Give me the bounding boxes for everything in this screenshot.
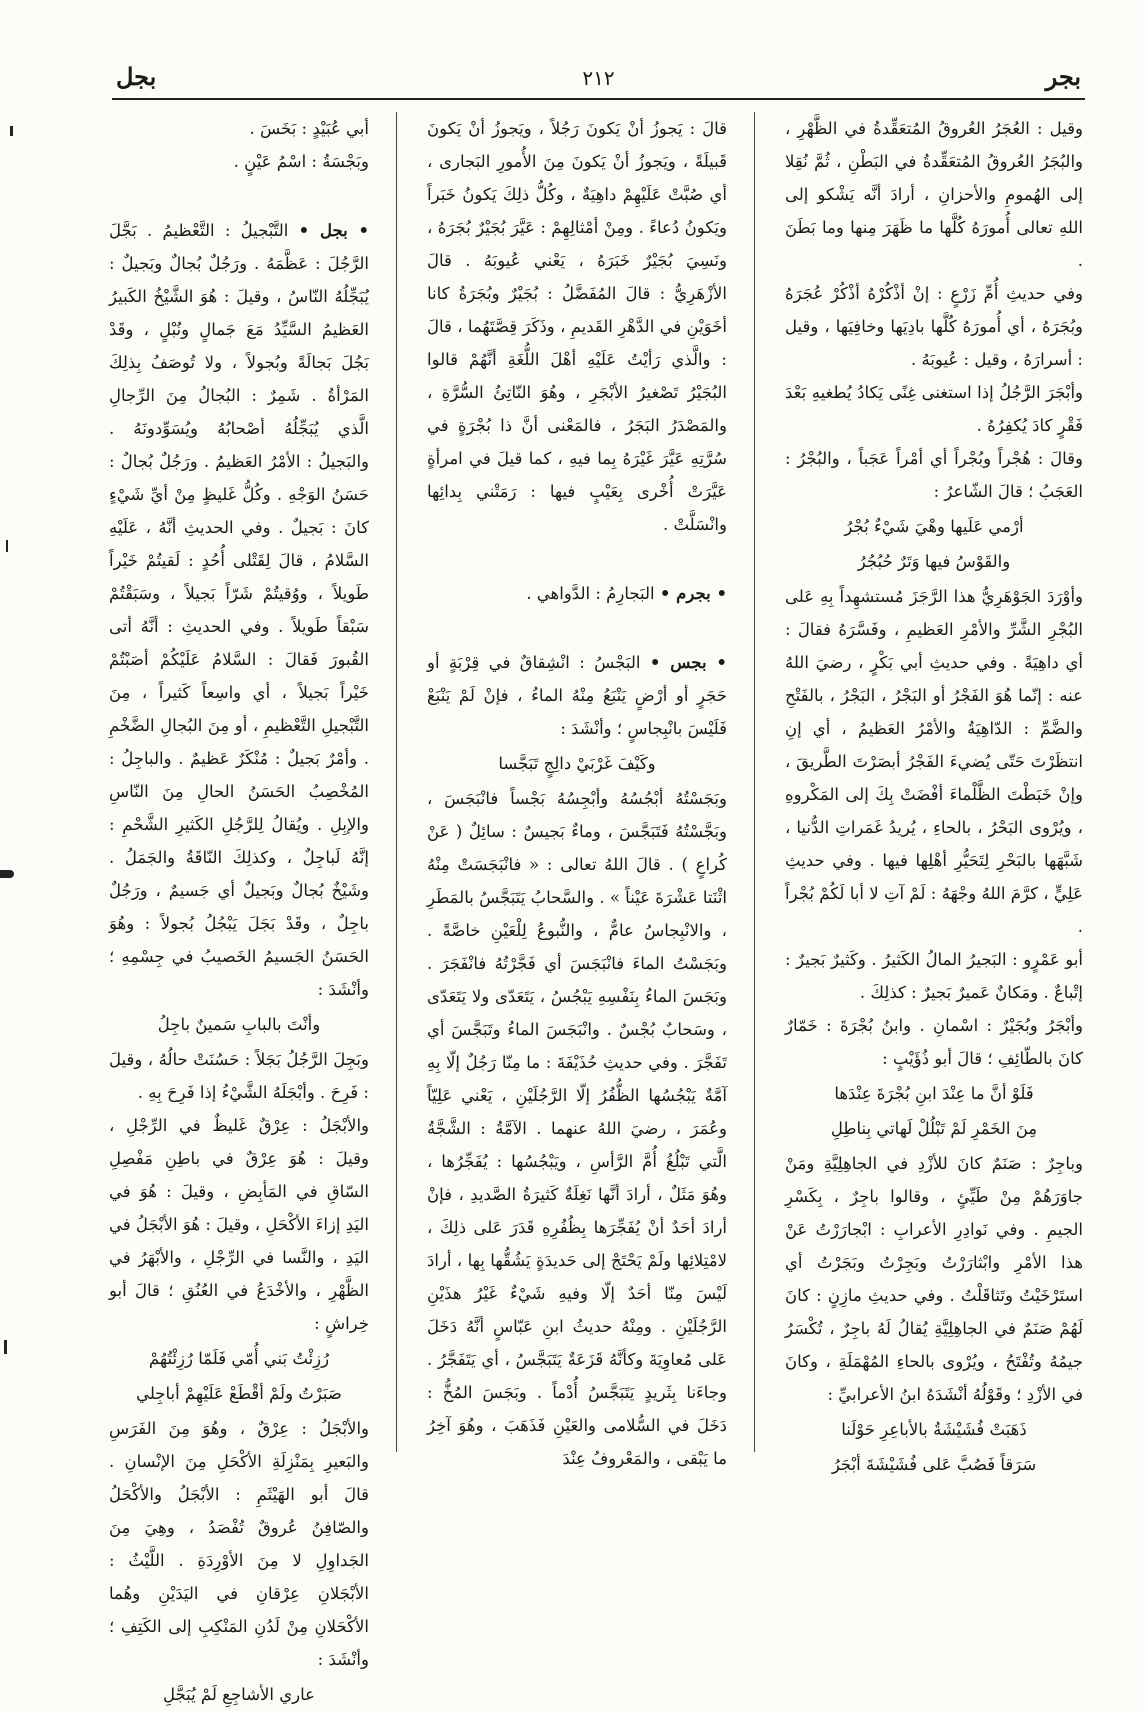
entry-bjs <box>427 646 727 745</box>
spacer <box>427 610 727 632</box>
verse-line: سَرَقاً فَصُبَّ عَلى فُشَيْشَةَ أبْجَرُ <box>831 1455 1037 1474</box>
verse-line: رُزِئْتُ بَني أُمّي فَلَمّا رُزِئْتُهُمْ <box>148 1349 330 1368</box>
entry-bjrm <box>427 577 727 610</box>
paragraph: وفي حديثِ أُمِّ زَرْعٍ : إنْ أذْكُرْهُ أذْكُرْ عُجَرَهُ وبُجَرَهُ ، أي أُمورَهُ كُلَّها بادِيَها وخافِيَها ، وقيل : أسرارَهُ ، وقيل : عُيوبَهُ . <box>785 284 1083 369</box>
header-root-word-right: بجر <box>1045 62 1081 91</box>
paragraph: وأوْرَدَ الجَوْهَرِيُّ هذا الرَّجَزَ مُستشهِداً بِهِ عَلى البُجْرِ الشَّرِّ والأمْرِ العَظيمِ ، وفَسَّرَهُ فقالَ : أي داهِيَةً . وفي حديثِ أبي بَكْرٍ ، رضيَ اللهُ عنه : إنّما هُوَ الفَجْرُ أو البَجْرُ ، البَجْرُ ، بالفَتْحِ والضَّمِّ : الدّاهِيَةُ والأمْرُ العَظيمُ ، أي إنِ انتظَرْتَ حَتّى يُضيءَ الفَجْرُ أبصَرْتَ الطَّريقَ ، وإنْ خَبَطْتَ الظَّلْماءَ أفْضَتْ بِكَ إلى المَكْروهِ ، ويُرْوى البَحْرُ ، بالحاءِ ، يُريدُ غَمَراتِ الدُّنيا ، شَبَّهَها بالبَحْرِ لِتَحَيُّرِ أهْلِها فيها . وفي حديثِ عَلِيٍّ ، كرَّمَ اللهُ وجْهَهُ : لَمْ آتِ لا أبا لَكُمْ بُجْراً . <box>785 587 1083 936</box>
paragraph: وأبْجَرُ وبُجَيْرٌ : اسْمانِ . وابنُ بُجْرَةَ : خَمّارٌ كانَ بالطّائِفِ ؛ قالَ أبو ذُؤَيْبٍ : <box>785 1016 1083 1068</box>
entry-text: التَّبْجيلُ : التَّعْظيمُ . بَجَّلَ الرَّجُلَ : عَظَّمَهُ . ورَجُلٌ بُجالٌ وبَجيلٌ : يُبَجِّلُهُ النّاسُ ، وقيلَ : هُوَ الشَّيْخُ الكَبيرُ العَظيمُ السَّيِّدُ مَعَ جَمالٍ ونُبْلٍ ، وقَدْ بَجُلَ بَجالَةً وبُجولاً ، ولا تُوصَفُ بِذلِكَ المَرْأةُ . شَمِرٌ : البُجالُ مِنَ الرِّجالِ الَّذي يُبَجِّلُهُ أصْحابُهُ ويُسَوِّدونَهُ . والبَجيلُ : الأمْرُ العَظيمُ . ورَجُلٌ بُجالٌ : حَسَنُ الوَجْهِ . وكُلُّ غَليظٍ مِنْ أيِّ شَيْءٍ كانَ : بَجيلٌ . وفي الحديثِ أنَّهُ ، عَلَيْهِ السَّلامُ ، قالَ لِقَتْلى أُحُدٍ : لَقيتُمْ خَيْراً طَويلاً ، ووُقيتُمْ شَرّاً بَجيلاً ، وسَبَقْتُمْ سَبْقاً طَويلاً . وفي الحديثِ : أنَّهُ أتى القُبورَ فَقالَ : السَّلامُ عَلَيْكُمْ أصَبْتُمْ خَيْراً بَجيلاً ، أي واسِعاً كَثيراً ، مِنَ التَّبْجيلِ التَّعْظيمِ ، أو مِنَ البُجالِ الضَّخْمِ . وأمْرٌ بَجيلٌ : مُنْكَرٌ عَظيمٌ . والباجِلُ : المُخْصِبُ الحَسَنُ الحالِ مِنَ النّاسِ والإبِلِ . ويُقالُ لِلرَّجُلِ الكَثيرِ الشَّحْمِ : إنَّهُ لَباجِلٌ ، وكذلِكَ النّاقَةُ والجَمَلُ . وشَيْخٌ بُجالٌ وبَجيلٌ أي جَسيمٌ ، ورَجُلٌ باجِلٌ ، وقَدْ بَجَلَ يَبْجُلُ بُجولاً : وهُوَ الحَسَنُ الجَسيمُ الخَصيبُ في جِسْمِهِ ؛ وأنْشَدَ : <box>109 221 369 999</box>
paragraph: وبَجْسَةُ : اسْمُ عَيْنٍ . <box>233 152 369 171</box>
paragraph: وبَجَسْتُهُ أبْجُسُهُ وأبْجِسُهُ بَجْساً فانْبَجَسَ ، وبَجَّسْتُهُ فَتَبَجَّسَ ، وماءٌ بَجيسٌ : سائِلٌ ( عَنْ كُراعٍ ) . قالَ اللهُ تعالى : « فانْبَجَسَتْ مِنْهُ اثْنَتا عَشْرَةَ عَيْناً » . والسَّحابُ يَتَبَجَّسُ بالمَطَرِ ، والانْبِجاسُ عامٌّ ، والنُّبوعُ لِلْعَيْنِ خاصَّةً . وبَجَسْتُ الماءَ فانْبَجَسَ أي فَجَّرْتُهُ فانْفَجَرَ . وبَجَسَ الماءُ بِنَفْسِهِ يَبْجُسُ ، يَتَعَدّى ولا يَتَعَدّى ، وسَحابٌ بُجْسٌ . وانْبَجَسَ الماءُ وتَبَجَّسَ أي تَفَجَّرَ . وفي حديثِ حُذَيْفَةَ : ما مِنّا رَجُلٌ إلّا بِهِ آمَّةٌ يَبْجُسُها الظُّفُرُ إلّا الرَّجُلَيْنِ ، يَعْني عَلِيّاً وعُمَرَ ، رضيَ اللهُ عنهما . الآمَّةُ : الشَّجَّةُ الَّتي تَبْلُغُ أُمَّ الرَّأسِ ، ويَبْجُسُها : يُفَجِّرُها ، وهُوَ مَثَلٌ ، أرادَ أنَّها نَغِلَةٌ كَثيرَةُ الصَّديدِ ، فإنْ أرادَ أحَدٌ أنْ يُفَجِّرَها بِظُفُرِهِ قَدَرَ عَلى ذلِكَ ، لامْتِلائِها ولَمْ يَحْتَجْ إلى حَديدَةٍ يَشُقُّها بِها ، أرادَ لَيْسَ مِنّا أحَدٌ إلّا وفيهِ شَيْءٌ غَيْرُ هذَيْنِ الرَّجُلَيْنِ . ومِنْهُ حديثُ ابنِ عَبّاسٍ أنَّهُ دَخَلَ عَلى مُعاوِيَةَ وكأنَّهُ قَزَعَةٌ يَتَبَجَّسُ ، أي يَتَفَجَّرُ . وجاءَنا بِثَريدٍ يَتَبَجَّسُ أُدْماً . وبَجَسَ المُخُّ : دَخَلَ في السُّلامى والعَيْنِ فَذَهَبَ ، وهُوَ آخِرُ ما يَبْقى ، والمَعْروفُ عِنْدَ <box>427 789 727 1468</box>
entry-text: البَجارِمُ : الدَّواهي . <box>526 584 655 603</box>
page-number: ٢١٢ <box>582 66 615 90</box>
verse-line: ذَهَبَتْ فُشَيْشَةُ بالأباعِرِ حَوْلَنا <box>841 1420 1027 1439</box>
verse-line: أرْمي عَلَيها وهْيَ شَيْءٌ بُجْرُ <box>844 517 1024 536</box>
entry-headword: • بجرم • <box>659 584 727 603</box>
verse-line: عاري الأشاجِعِ لَمْ يُبَجَّلِ <box>162 1685 316 1704</box>
column-divider <box>754 112 755 1452</box>
scan-mark <box>4 1340 7 1354</box>
paragraph: أبو عَمْرٍو : البَجيرُ المالُ الكَثيرُ . وكَثيرٌ بَجيرٌ : إتْباعٌ . ومَكانٌ عَميرٌ بَجيرٌ : كذلِكَ . <box>785 950 1083 1002</box>
column-divider <box>396 112 397 1452</box>
entry-headword: • بجس • <box>649 653 727 672</box>
paragraph: والأبْجَلُ : عِرْقٌ ، وهُوَ مِنَ الفَرَسِ والبَعيرِ بِمَنْزِلَةِ الأكْحَلِ مِنَ الإنْسانِ . قالَ أبو الهَيْثَمِ : الأبْجَلُ والأكْحَلُ والصّافِنُ عُروقٌ تُفْصَدُ ، وهِيَ مِنَ الجَداوِلِ لا مِنَ الأوْرِدَةِ . اللَّيْثُ : الأبْجَلانِ عِرْقانِ في اليَدَيْنِ وهُما الأكْحَلانِ مِنْ لَدُنِ المَنْكِبِ إلى الكَتِفِ ؛ وأنْشَدَ : <box>109 1419 369 1669</box>
verse-line: وأنْتَ بالبابِ سَمينٌ باجِلُ <box>157 1015 321 1034</box>
header-rule <box>112 98 1085 100</box>
column-middle <box>427 112 727 1468</box>
verse-line: صَبَرْتُ ولَمْ أقْطَعْ عَلَيْهِمْ أباجِلي <box>136 1384 342 1403</box>
paragraph: وقيل : العُجَرُ العُروقُ المُتعَقِّدةُ في الظَّهْرِ ، والبُجَرُ العُروقُ المُتعَقِّدةُ في البَطْنِ ، ثُمَّ نُقِلا إلى الهُمومِ والأحزانِ ، أرادَ أنَّه يَشْكو إلى اللهِ تعالى أُمورَهُ كُلَّها ما ظَهَرَ مِنها وما بَطَنَ . <box>785 119 1083 270</box>
paragraph: والأبْجَلُ : عِرْقٌ غَليظٌ في الرِّجْلِ ، وقيلَ : هُوَ عِرْقٌ في باطِنِ مَفْصِلِ السّاقِ في المَأبِضِ ، وقيلَ : هُوَ في اليَدِ إزاءَ الأكْحَلِ ، وقيلَ : هُوَ الأبْجَلُ في اليَدِ ، والنَّسا في الرِّجْلِ ، والأبْهَرُ في الظَّهْرِ ، والأخْدَعُ في العُنُقِ ؛ قالَ أبو خِراشٍ : <box>109 1116 369 1333</box>
paragraph: أبي عُبَيْدٍ : بَخَسَ . <box>249 119 369 138</box>
header-root-word-left: بجل <box>116 62 157 91</box>
verse-line: فَلَوْ أنَّ ما عِنْدَ ابنِ بُجْرَةَ عِنْدَها <box>834 1084 1034 1103</box>
scan-mark <box>0 870 14 878</box>
page-header <box>112 62 1085 98</box>
scan-mark <box>6 540 8 552</box>
paragraph: قالَ : يَجوزُ أنْ يَكونَ رَجُلاً ، ويَجوزُ أنْ يَكونَ قَبيلَةً ، ويَجوزُ أنْ يَكونَ مِنَ الأُمورِ البَجارى ، أي صُبَّتْ عَلَيْهِمْ داهِيَةٌ ، وكُلُّ ذلِكَ يَكونُ خَبَراً ويَكونُ دُعاءً . ومِنْ أمْثالِهِمْ : عَيَّرَ بُجَيْرٌ بُجَرَهُ ، ونَسِيَ بُجَيْرٌ خَبَرَهُ ، يَعْني عُيوبَهُ . قالَ الأزْهَرِيُّ : قالَ المُفَضَّلُ : بُجَيْرٌ وبُجَرَةُ كانا أخَوَيْنِ في الدَّهْرِ القَديمِ ، وذَكَرَ قِصَّتَهُما ، قالَ : والَّذي رَأيْتُ عَلَيْهِ أهْلَ اللُّغَةِ أنَّهُمْ قالوا البُجَيْرُ تَصْغيرُ الأبْجَرِ ، وهُوَ النّاتِئُ السُّرَّةِ ، والمَصْدَرُ البَجَرُ ، فالمَعْنى أنَّ ذا بُجْرَةٍ في سُرَّتِهِ عَيَّرَ غَيْرَهُ بِما فيهِ ، كما قيلَ في امرأةٍ عَيَّرَتْ أُخْرى بِعَيْبٍ فيها : رَمَتْني بِدائِها وانْسَلَّتْ . <box>427 119 727 534</box>
column-right <box>785 112 1083 1474</box>
verse-line: والقَوْسُ فيها وَتَرٌ حُبُجُرُ <box>857 552 1011 571</box>
spacer <box>109 178 369 200</box>
verse-line: مِنَ الخَمْرِ لَمْ تَبْلُلْ لَهاتي بِناطِلِ <box>830 1119 1038 1138</box>
entry-headword: • بجل • <box>298 221 370 240</box>
entry-text: البَجْسُ : انْشِقاقٌ في قِرْبَةٍ أو حَجَرٍ أو أرْضٍ يَنْبَعُ مِنْهُ الماءُ ، فإنْ لَمْ يَنْبَعْ فَلَيْسَ بانْبِجاسٍ ؛ وأنْشَدَ : <box>427 653 727 738</box>
verse-line: وكَيْفَ غَرْبَيْ دالِجٍ تَبَجَّسا <box>498 754 656 773</box>
scan-mark <box>10 126 13 136</box>
column-left <box>109 112 370 1704</box>
paragraph: وأبْجَرَ الرَّجُلُ إذا استغنى غِنًى يَكادُ يُطغيهِ بَعْدَ فَقْرٍ كادَ يُكفِرُهُ . <box>785 383 1083 435</box>
paragraph: وبَجِلَ الرَّجُلُ بَجَلاً : حَسُنَتْ حالُهُ ، وقيلَ : فَرِحَ . وأبْجَلَهُ الشَّيْءُ إذا فَرِحَ بِهِ . <box>109 1050 369 1102</box>
paragraph: وقالَ : هُجْراً وبُجْراً أي أمْراً عَجَباً ، والبُجْرُ : العَجَبُ ؛ قالَ الشّاعرُ : <box>785 449 1083 501</box>
paragraph: وباجِرٌ : صَنَمٌ كانَ للأزْدِ في الجاهِلِيَّةِ ومَنْ جاوَرَهُمْ مِنْ طَيِّئٍ ، وقالوا باجِرٌ ، بِكَسْرِ الجيمِ . وفي نَوادِرِ الأعرابِ : ابْجارَرْتُ عَنْ هذا الأمْرِ وابْثارَرْتُ وبَجِرْتُ وبَجَرْتُ أي استَرْخَيْتُ وتَثاقَلْتُ . وفي حديثِ مازِنٍ : كانَ لَهُمْ صَنَمٌ في الجاهِلِيَّةِ يُقالُ لَهُ باجِرٌ ، تُكْسَرُ جيمُهُ وتُفْتَحُ ، ويُرْوى بالحاءِ المُهْمَلَةِ ، وكانَ في الأزْدِ ؛ وقَوْلُهُ أنْشَدَهُ ابنُ الأعرابيِّ : <box>785 1154 1083 1404</box>
entry-bjl <box>109 214 369 1006</box>
spacer <box>427 541 727 563</box>
